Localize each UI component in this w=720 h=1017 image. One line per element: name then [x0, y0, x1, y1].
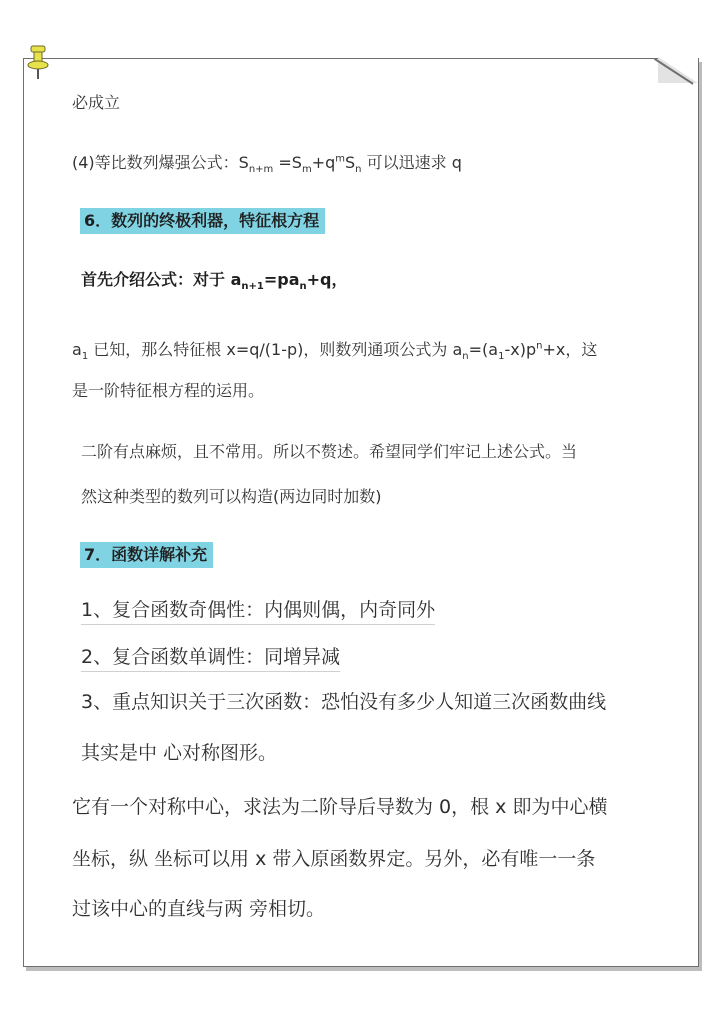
paragraph-second-order-line2: 然这种类型的数列可以构造(两边同时加数) — [81, 487, 382, 506]
final-paragraph-line1: 它有一个对称中心，求法为二阶导后导数为 0，根 x 即为中心横 — [72, 796, 608, 818]
page-curl — [658, 57, 698, 83]
final-paragraph-line2: 坐标，纵 坐标可以用 x 带入原函数界定。另外，必有唯一一条 — [72, 848, 596, 870]
line-bicheng: 必成立 — [72, 93, 121, 112]
list-item-2: 2、复合函数单调性：同增异减 — [81, 645, 340, 672]
pushpin-icon — [26, 44, 50, 80]
section-heading-6: 6．数列的终极利器，特征根方程 — [80, 208, 325, 234]
list-item-3-continuation: 其实是中 心对称图形。 — [81, 742, 278, 764]
section-heading-7: 7．函数详解补充 — [80, 542, 213, 568]
list-item-3: 3、重点知识关于三次函数：恐怕没有多少人知道三次函数曲线 — [81, 691, 607, 713]
note-paper — [23, 58, 699, 967]
geometric-formula-line: (4)等比数列爆强公式：$S_{n+m} =S_m+q^mS_n$ 可以迅速求 q — [72, 153, 462, 176]
paragraph-second-order-line1: 二阶有点麻烦，且不常用。所以不赘述。希望同学们牢记上述公式。当 — [81, 442, 578, 461]
final-paragraph-line3: 过该中心的直线与两 旁相切。 — [72, 898, 326, 920]
paragraph-characteristic-root-line2: 是一阶特征根方程的运用。 — [72, 381, 265, 400]
formula-intro: 首先介绍公式：对于 $a_{n+1}=pa_n+q$， — [81, 270, 348, 293]
list-item-1: 1、复合函数奇偶性：内偶则偶，内奇同外 — [81, 598, 435, 625]
paragraph-characteristic-root: $a_1$ 已知，那么特征根 x=q/(1-p)，则数列通项公式为 $a_n=(a_1-x)p^n+x$，这 — [72, 340, 598, 363]
